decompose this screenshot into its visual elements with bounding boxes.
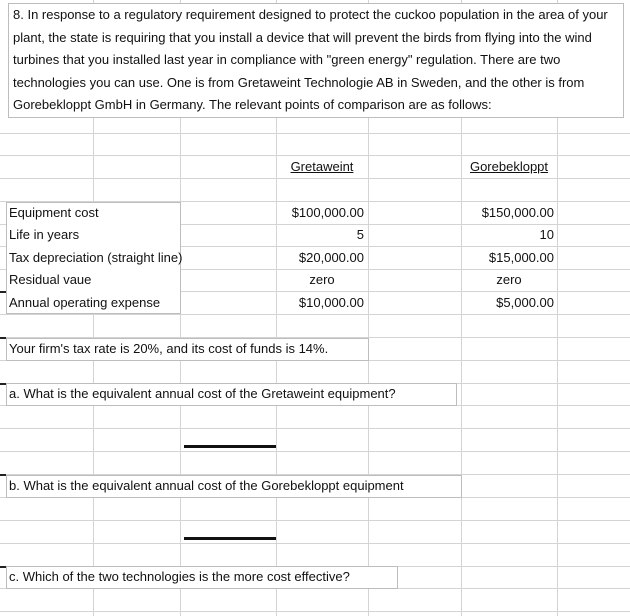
col-header-gretaweint: Gretaweint [290, 159, 354, 174]
question-c: c. Which of the two technologies is the more cost effective? [9, 569, 350, 584]
row-marker [0, 291, 6, 293]
grid-line [0, 520, 630, 521]
row-label-depreciation: Tax depreciation (straight line) [9, 250, 183, 265]
grid-line [0, 611, 630, 612]
gorebekloppt-depreciation: $15,000.00 [488, 250, 554, 265]
gorebekloppt-residual-value: zero [496, 272, 522, 287]
row-marker [0, 566, 6, 568]
gretaweint-life: 5 [356, 227, 364, 242]
grid-line [0, 428, 630, 429]
gretaweint-operating-expense: $10,000.00 [298, 295, 364, 310]
grid-line [0, 133, 630, 134]
tax-note: Your firm's tax rate is 20%, and its cost of funds is 14%. [9, 341, 329, 356]
gorebekloppt-equipment-cost: $150,000.00 [481, 205, 554, 220]
question-b: b. What is the equivalent annual cost of the Gorebekloppt equipment [9, 478, 404, 493]
gorebekloppt-operating-expense: $5,000.00 [496, 295, 554, 310]
problem-statement: 8. In response to a regulatory requirement designed to protect the cuckoo population in the area of your plant, the state is requiring that you install a device that will prevent the birds from flying into the wind turbines that you installed last year in compliance with "green energy" regulation. There are two technologies you can use. One is from Gretaweint Technologie AB in Sweden, and the other is from Gorebekloppt GmbH in Germany. The relevant points of comparison are as follows: [8, 3, 624, 118]
gretaweint-depreciation: $20,000.00 [298, 250, 364, 265]
question-a: a. What is the equivalent annual cost of the Gretaweint equipment? [9, 386, 396, 401]
row-marker [0, 337, 6, 339]
col-header-gorebekloppt: Gorebekloppt [469, 159, 549, 174]
gretaweint-residual-value: zero [309, 272, 335, 287]
row-marker [0, 474, 6, 476]
gretaweint-equipment-cost: $100,000.00 [291, 205, 364, 220]
answer-line-a [184, 445, 276, 448]
grid-line [0, 543, 630, 544]
grid-line [0, 178, 630, 179]
grid-line [0, 451, 630, 452]
row-label-residual-value: Residual vaue [9, 272, 92, 287]
row-label-equipment-cost: Equipment cost [9, 205, 99, 220]
grid-line [0, 314, 630, 315]
row-label-operating-expense: Annual operating expense [9, 295, 161, 310]
answer-line-b [184, 537, 276, 540]
gorebekloppt-life: 10 [539, 227, 554, 242]
row-label-life: Life in years [9, 227, 80, 242]
row-marker [0, 383, 6, 385]
